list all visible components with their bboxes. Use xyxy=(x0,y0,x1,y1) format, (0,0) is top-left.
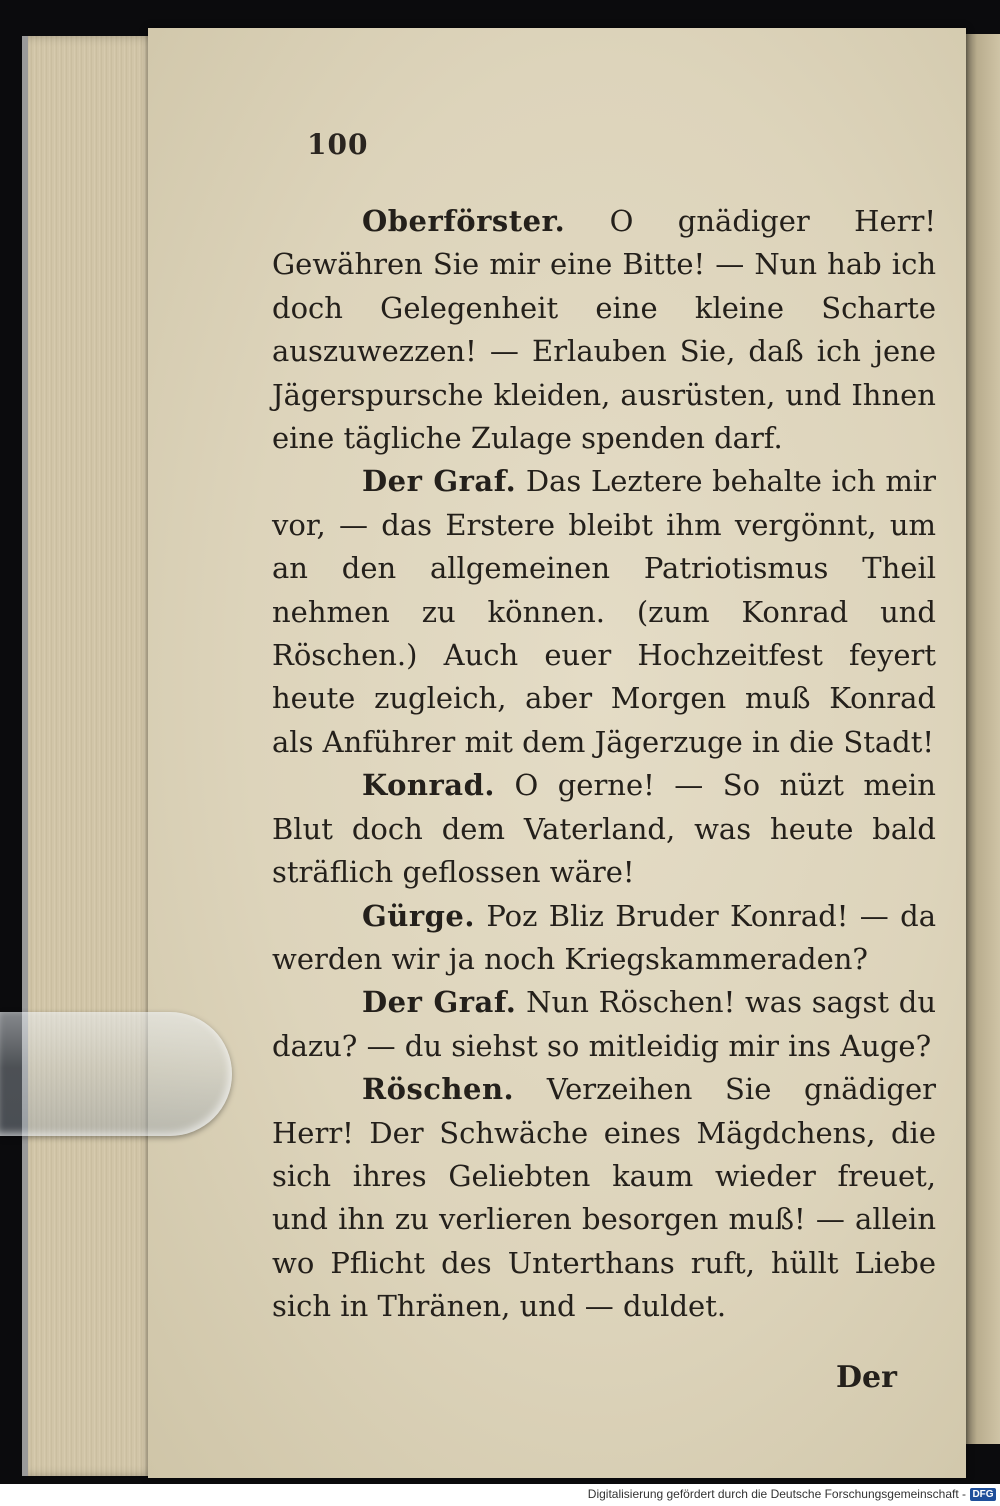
page-text xyxy=(272,200,936,1329)
speaker-name: Der Graf. xyxy=(362,464,517,499)
speaker-name: Gürge. xyxy=(362,898,475,933)
speaker-name: Oberförster. xyxy=(362,204,566,238)
facing-page-edge xyxy=(962,34,1000,1444)
page-holder-clip xyxy=(0,1012,232,1136)
speaker-name: Der Graf. xyxy=(362,985,517,1020)
dialogue-text: Das Leztere behalte ich mir vor, — das Erstere bleibt ihm vergönnt, um an den allgemeinen Patriotismus Theil nehmen zu können. (zum Konrad und Röschen.) Auch euer Hochzeitfest feyert heute zugleich, aber Morgen muß Konrad als Anführer mit dem Jägerzuge in die Stadt! xyxy=(272,464,936,759)
dialogue-text: Nun Röschen! was sagst du dazu? — du siehst so mitleidig mir ins Auge? xyxy=(272,985,936,1063)
dialogue-paragraph xyxy=(272,200,936,460)
dialogue-text: O gerne! — So nüzt mein Blut doch dem Vaterland, was heute bald sträflich geflossen wäre! xyxy=(272,768,936,890)
dialogue-paragraph xyxy=(272,460,936,764)
page-number: 100 xyxy=(307,128,369,161)
dialogue-paragraph xyxy=(272,764,936,894)
speaker-name: Röschen. xyxy=(362,1072,515,1107)
dialogue-text: Poz Bliz Bruder Konrad! — da werden wir ja noch Kriegskammeraden? xyxy=(272,898,936,976)
catchword: Der xyxy=(836,1360,897,1395)
page-edges xyxy=(22,36,168,1476)
dialogue-text: O gnädiger Herr! Gewähren Sie mir eine Bitte! — Nun hab ich doch Gelegenheit eine kleine Scharte auszuwezzen! — Erlauben Sie, daß ich jene Jägerspursche kleiden, ausrüsten, und Ihnen eine tägliche Zulage spenden darf. xyxy=(272,204,936,456)
dialogue-paragraph xyxy=(272,981,936,1068)
dfg-logo-icon: DFG xyxy=(970,1488,996,1501)
dialogue-text: Verzeihen Sie gnädiger Herr! Der Schwäche eines Mägdchens, die sich ihres Geliebten kaum wieder freuet, und ihn zu verlieren besorgen muß! — allein wo Pflicht des Unterthans ruft, hüllt Liebe sich in Thränen, und — duldet. xyxy=(272,1072,936,1324)
footer-bar xyxy=(0,1484,1000,1506)
dialogue-paragraph xyxy=(272,1068,936,1328)
speaker-name: Konrad. xyxy=(362,768,495,803)
dialogue-paragraph xyxy=(272,895,936,982)
funding-note: Digitalisierung gefördert durch die Deutsche Forschungsgemeinschaft - xyxy=(587,1487,966,1501)
